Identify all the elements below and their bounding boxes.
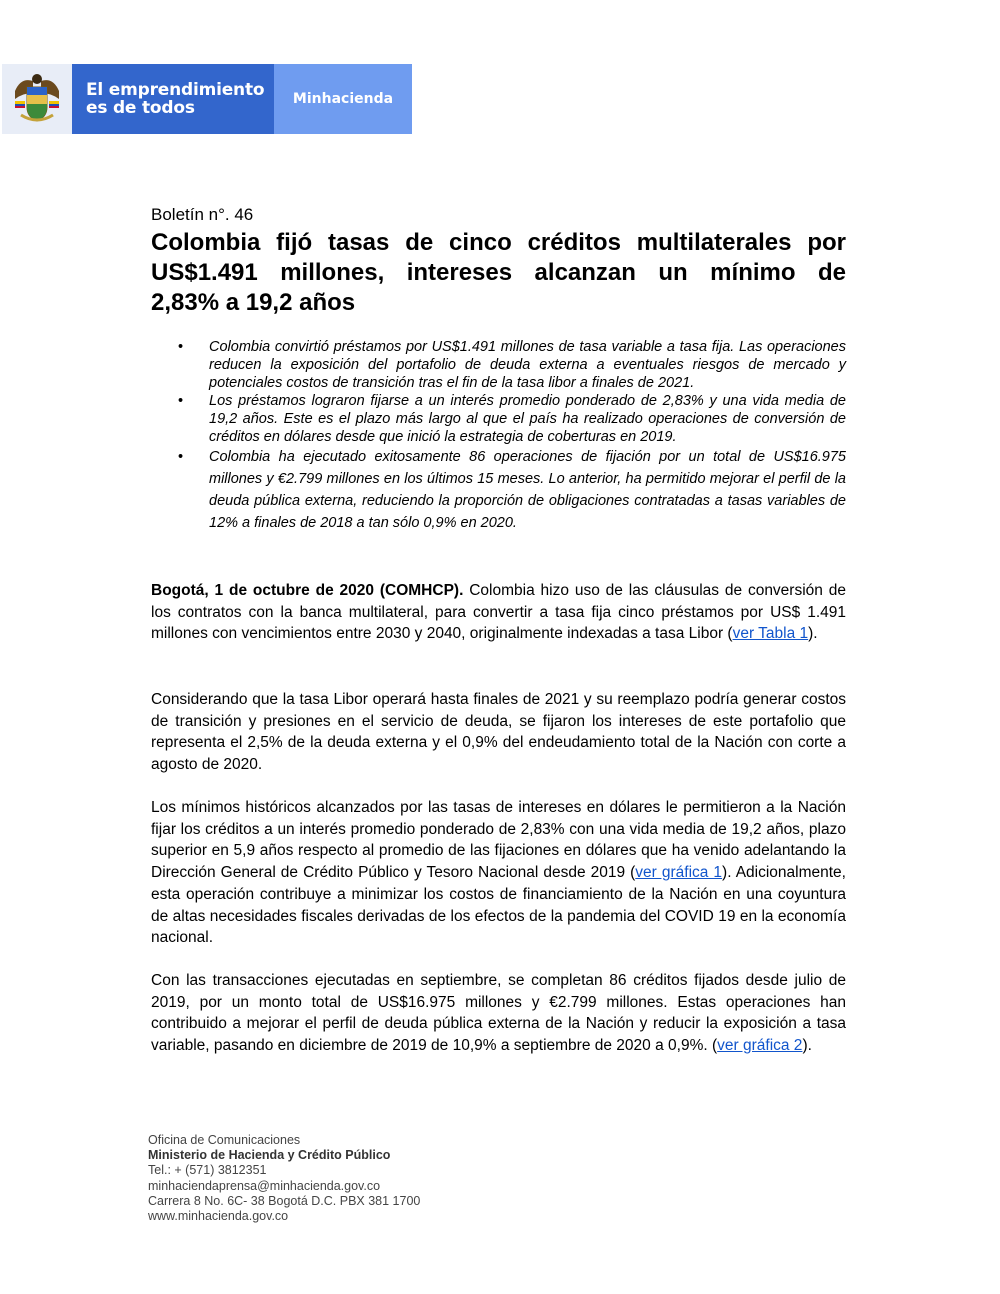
- headline-line-1: Colombia fijó tasas de cinco créditos multilaterales por: [151, 229, 846, 256]
- summary-bullet-3: • Colombia ha ejecutado exitosamente 86 operaciones de fijación por un total de US$16.975 millones y €2.799 millones en los últimos 15 meses. Lo anterior, ha permitido mejorar el perfil de la deuda pública externa, reduciendo la proporción de obligaciones contratadas a tasas variables de 12% a finales de 2018 a tan sólo 0,9% en 2020.: [178, 446, 846, 534]
- headline-line-3: 2,83% a 19,2 años: [151, 289, 356, 316]
- paragraph-4-end: ).: [802, 1037, 812, 1055]
- headline-line-2: US$1.491 millones, intereses alcanzan un mínimo de: [151, 259, 846, 286]
- footer-website[interactable]: www.minhacienda.gov.co: [148, 1209, 289, 1224]
- bulletin-number: Boletín n°. 46: [151, 205, 254, 224]
- footer-contact: [148, 1133, 420, 1224]
- footer-phone: Tel.: + (571) 3812351: [148, 1163, 267, 1178]
- dateline: Bogotá, 1 de octubre de 2020 (COMHCP).: [151, 582, 464, 599]
- paragraph-4-text: Con las transacciones ejecutadas en septiembre, se completan 86 créditos fijados desde julio de 2019, por un monto total de US$16.975 millones y €2.799 millones. Estas operaciones han contribuido a mejorar el perfil de deuda pública externa de la Nación y reducir la exposición a tasa variable, pasando en diciembre de 2019 de 10,9% a septiembre de 2020 a 0,9%. (: [151, 972, 846, 1055]
- banner-slogan-panel: [2, 64, 274, 134]
- footer-email[interactable]: minhaciendaprensa@minhacienda.gov.co: [148, 1178, 381, 1193]
- slogan-line-1: El emprendimiento: [86, 80, 265, 100]
- ver-grafica-2-link[interactable]: ver gráfica 2: [717, 1037, 803, 1055]
- ver-tabla-1-link[interactable]: ver Tabla 1: [732, 625, 809, 643]
- header-banner: [2, 64, 412, 134]
- summary-bullets: [178, 338, 846, 534]
- paragraph-3-text: Los mínimos históricos alcanzados por las tasas de intereses en dólares le permitieron a la Nación fijar los créditos a un interés promedio ponderado de 2,83% con una vida media de 19,2 años, plazo superior en 5,9 años respecto al promedio de las fijaciones en dólares que ha venido adelantando la Dirección General de Crédito Público y Tesoro Nacional desde 2019 (: [151, 799, 846, 882]
- footer-office: Oficina de Comunicaciones: [148, 1133, 301, 1147]
- paragraph-1: [151, 580, 846, 645]
- paragraph-4: [151, 970, 846, 1057]
- headline: [151, 228, 846, 318]
- summary-bullet-2: • Los préstamos lograron fijarse a un interés promedio ponderado de 2,83% y una vida media de 19,2 años. Este es el plazo más largo al que el país ha realizado operaciones de conversión de créditos en dólares desde que inició la estrategia de coberturas en 2019.: [178, 392, 846, 446]
- colombia-coat-of-arms-icon: [2, 64, 72, 134]
- paragraph-2: Considerando que la tasa Libor operará hasta finales de 2021 y su reemplazo podría generar costos de transición y presiones en el servicio de deuda, se fijaron los intereses de este portafolio que representa el 2,5% de la deuda externa y el 0,9% del endeudamiento total de la Nación con corte a agosto de 2020.: [151, 691, 846, 774]
- ministry-logo-text: Minhacienda: [292, 91, 394, 107]
- banner-slogan: [86, 81, 264, 117]
- summary-bullet-1: • Colombia convirtió préstamos por US$1.491 millones de tasa variable a tasa fija. Las operaciones reducen la exposición del portafolio de deuda externa a eventuales riesgos de mercado y potenciales costos de transición tras el fin de la tasa libor a finales de 2021.: [178, 338, 846, 392]
- slogan-line-2: es de todos: [86, 98, 195, 118]
- paragraph-1-text: Colombia hizo uso de las cláusulas de conversión de los contratos con la banca multilateral, para convertir a tasa fija cinco préstamos por US$ 1.491 millones con vencimientos entre 2030 y 2040, originalmente indexadas a tasa Libor (: [151, 582, 846, 643]
- paragraph-3-end: ). Adicionalmente, esta operación contribuye a minimizar los costos de financiamiento de la Nación en una coyuntura de altas necesidades fiscales derivadas de los efectos de la pandemia del COVID 19 en la economía nacional.: [151, 864, 846, 947]
- ver-grafica-1-link[interactable]: ver gráfica 1: [635, 864, 723, 882]
- footer-address: Carrera 8 No. 6C- 38 Bogotá D.C. PBX 381 1700: [148, 1193, 421, 1208]
- footer-ministry: Ministerio de Hacienda y Crédito Público: [148, 1148, 391, 1163]
- banner-ministry-panel: [274, 64, 412, 134]
- paragraph-3: [151, 797, 846, 949]
- paragraph-1-end: ).: [808, 625, 818, 643]
